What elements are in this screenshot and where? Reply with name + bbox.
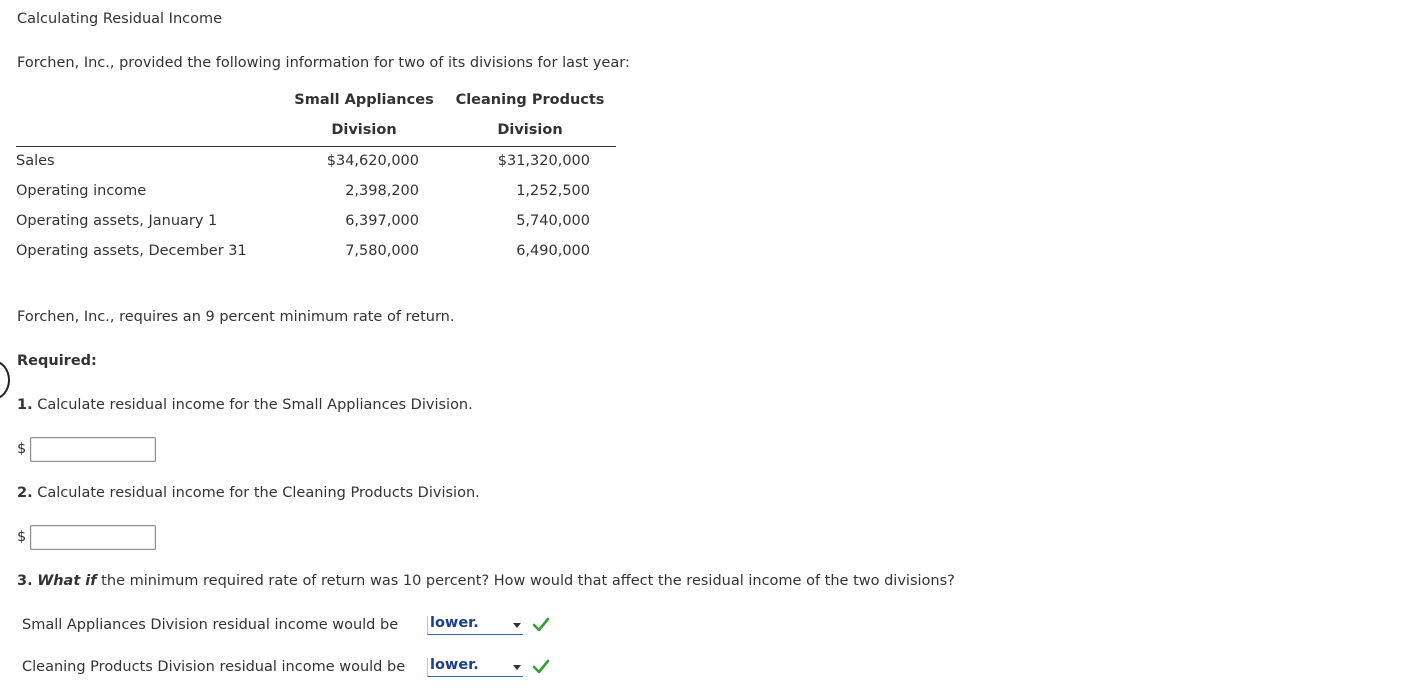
header-rule — [16, 146, 616, 147]
question-3 — [17, 573, 955, 589]
minimum-return-text: Forchen, Inc., requires an 9 percent minimum rate of return. — [17, 309, 455, 325]
row-value-small-appliances: 6,397,000 — [345, 213, 419, 229]
currency-symbol: $ — [17, 441, 27, 457]
row-label: Operating assets, December 31 — [16, 243, 247, 259]
question-2 — [17, 485, 480, 501]
row-value-cleaning-products: 6,490,000 — [516, 243, 590, 259]
intro-text: Forchen, Inc., provided the following information for two of its divisions for last year: — [17, 55, 630, 71]
division-data-table — [16, 88, 616, 270]
col1-header-line2: Division — [331, 122, 397, 138]
row-value-small-appliances: $34,620,000 — [326, 153, 419, 169]
row-label: Operating assets, January 1 — [16, 213, 218, 229]
answer-1-input[interactable] — [30, 437, 156, 462]
question-3-text: the minimum required rate of return was 10 percent? How would that affect the residual income of the two divisions? — [96, 573, 955, 589]
check-icon — [532, 658, 550, 676]
page-title: Calculating Residual Income — [17, 11, 223, 27]
answer-label-small-appliances: Small Appliances Division residual income would be — [22, 617, 399, 633]
required-heading: Required: — [17, 353, 97, 369]
cleaning-products-dropdown[interactable] — [427, 658, 523, 677]
row-value-cleaning-products: $31,320,000 — [497, 153, 590, 169]
question-3-number: 3. — [17, 573, 33, 589]
question-2-text: Calculate residual income for the Cleaning Products Division. — [32, 485, 480, 501]
col1-header-line1: Small Appliances — [294, 92, 434, 108]
col2-header-line1: Cleaning Products — [455, 92, 605, 108]
row-label: Sales — [16, 153, 55, 169]
question-1-number: 1. — [17, 397, 33, 413]
question-2-number: 2. — [17, 485, 33, 501]
check-icon — [532, 616, 550, 634]
answer-2-input[interactable] — [30, 525, 156, 550]
dropdown-selected-value: lower. — [430, 615, 479, 631]
row-value-small-appliances: 2,398,200 — [345, 183, 419, 199]
chevron-down-icon — [513, 623, 521, 628]
question-1-text: Calculate residual income for the Small Appliances Division. — [32, 397, 473, 413]
row-value-cleaning-products: 5,740,000 — [516, 213, 590, 229]
col2-header-line2: Division — [497, 122, 563, 138]
currency-symbol: $ — [17, 529, 27, 545]
row-label: Operating income — [16, 183, 147, 199]
answer-label-cleaning-products: Cleaning Products Division residual income would be — [22, 659, 406, 675]
small-appliances-dropdown[interactable] — [427, 616, 523, 635]
chevron-down-icon — [513, 665, 521, 670]
row-value-cleaning-products: 1,252,500 — [516, 183, 590, 199]
question-3-emphasis: What if — [37, 573, 97, 589]
edge-cursor-marker — [0, 360, 10, 400]
row-value-small-appliances: 7,580,000 — [345, 243, 419, 259]
dropdown-selected-value: lower. — [430, 657, 479, 673]
question-1 — [17, 397, 473, 413]
